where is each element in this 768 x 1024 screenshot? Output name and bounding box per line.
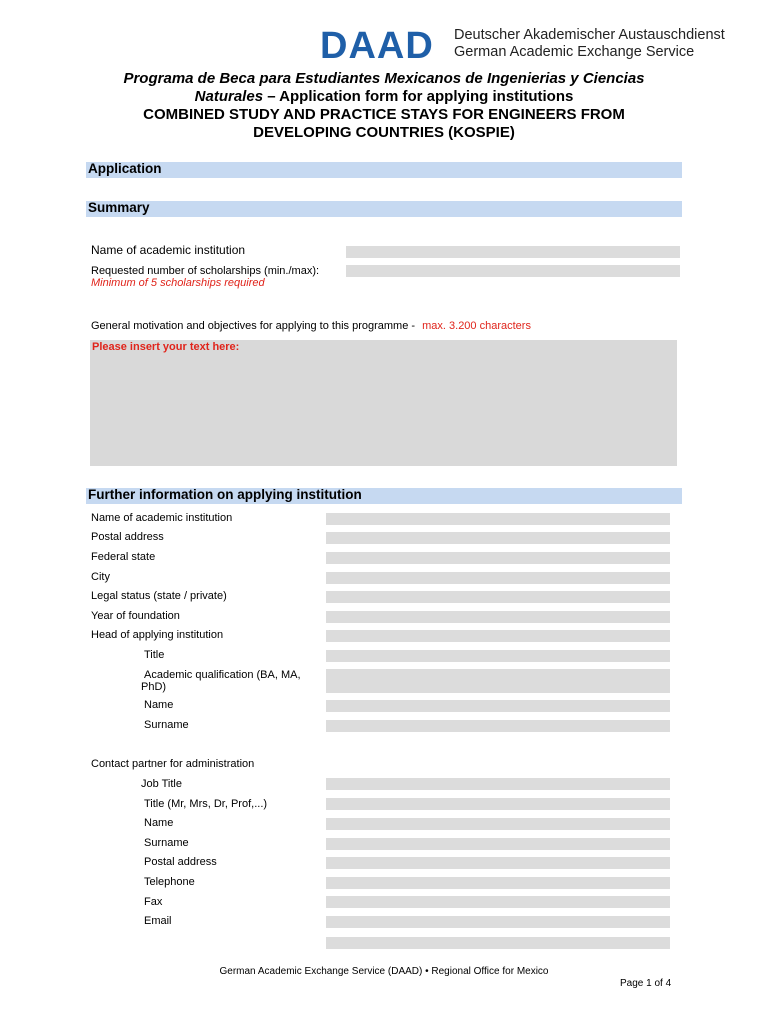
section-summary bbox=[86, 201, 682, 217]
label-head-qualification-2: PhD) bbox=[141, 681, 167, 693]
section-application-label: Application bbox=[88, 161, 162, 176]
daad-logo: DAAD bbox=[320, 25, 434, 67]
section-application bbox=[86, 162, 682, 178]
label-head-qualification-1: Academic qualification (BA, MA, bbox=[144, 669, 301, 681]
field-head-institution[interactable] bbox=[326, 630, 670, 642]
field-head-surname[interactable] bbox=[326, 720, 670, 732]
field-head-title[interactable] bbox=[326, 650, 670, 662]
summary-name-field[interactable] bbox=[346, 246, 680, 258]
field-contact-surname[interactable] bbox=[326, 838, 670, 850]
field-head-qualification-2[interactable] bbox=[326, 681, 670, 693]
label-contact-surname: Surname bbox=[144, 837, 189, 849]
label-contact-name: Name bbox=[144, 817, 174, 829]
document-title bbox=[60, 70, 708, 142]
label-contact-telephone: Telephone bbox=[144, 876, 195, 888]
page-number: Page 1 of 4 bbox=[620, 978, 672, 989]
title-line-3: COMBINED STUDY AND PRACTICE STAYS FOR ENGINEERS FROM bbox=[143, 106, 625, 123]
field-contact-telephone[interactable] bbox=[326, 877, 670, 889]
motivation-textarea[interactable] bbox=[90, 340, 677, 466]
label-federal-state: Federal state bbox=[91, 551, 156, 563]
field-contact-title[interactable] bbox=[326, 798, 670, 810]
field-postal-address[interactable] bbox=[326, 532, 670, 544]
field-year-foundation[interactable] bbox=[326, 611, 670, 623]
label-head-institution: Head of applying institution bbox=[91, 629, 224, 641]
label-contact-title: Title (Mr, Mrs, Dr, Prof,...) bbox=[144, 798, 268, 810]
field-institution-name[interactable] bbox=[326, 513, 670, 525]
section-further-info-label: Further information on applying institution bbox=[88, 487, 362, 502]
title-line-4: DEVELOPING COUNTRIES (KOSPIE) bbox=[253, 124, 515, 141]
footer-text: German Academic Exchange Service (DAAD) • Regional Office for Mexico bbox=[219, 966, 549, 977]
label-city: City bbox=[91, 571, 110, 583]
org-name-german: Deutscher Akademischer Austauschdienst bbox=[454, 27, 725, 43]
label-postal-address: Postal address bbox=[91, 531, 164, 543]
summary-name-label: Name of academic institution bbox=[91, 243, 246, 257]
motivation-label-text: General motivation and objectives for applying to this programme - bbox=[91, 320, 416, 332]
summary-scholarships-field[interactable] bbox=[346, 265, 680, 277]
motivation-label bbox=[91, 320, 531, 333]
label-contact-fax: Fax bbox=[144, 896, 163, 908]
label-institution-name: Name of academic institution bbox=[91, 512, 233, 524]
label-head-surname: Surname bbox=[144, 719, 189, 731]
title-line-2 bbox=[60, 88, 708, 106]
label-contact-postal: Postal address bbox=[144, 856, 217, 868]
label-contact-partner: Contact partner for administration bbox=[91, 758, 255, 770]
field-extra[interactable] bbox=[326, 937, 670, 949]
field-contact-email[interactable] bbox=[326, 916, 670, 928]
title-line-1: Programa de Beca para Estudiantes Mexicanos de Ingenierias y Ciencias bbox=[123, 70, 645, 87]
label-year-foundation: Year of foundation bbox=[91, 610, 180, 622]
field-federal-state[interactable] bbox=[326, 552, 670, 564]
field-contact-postal[interactable] bbox=[326, 857, 670, 869]
field-head-name[interactable] bbox=[326, 700, 670, 712]
field-contact-job-title[interactable] bbox=[326, 778, 670, 790]
motivation-limit: max. 3.200 characters bbox=[422, 320, 531, 332]
title-line-2-italic: Naturales bbox=[194, 88, 264, 105]
label-contact-job-title: Job Title bbox=[141, 778, 182, 790]
field-contact-fax[interactable] bbox=[326, 896, 670, 908]
summary-scholarships-label: Requested number of scholarships (min./max): bbox=[91, 265, 320, 277]
field-head-qualification-1[interactable] bbox=[326, 669, 670, 681]
field-legal-status[interactable] bbox=[326, 591, 670, 603]
motivation-placeholder: Please insert your text here: bbox=[92, 341, 240, 353]
org-name-english: German Academic Exchange Service bbox=[454, 44, 695, 60]
section-summary-label: Summary bbox=[88, 200, 150, 215]
section-further-info bbox=[86, 488, 682, 504]
field-contact-name[interactable] bbox=[326, 818, 670, 830]
summary-scholarships-note: Minimum of 5 scholarships required bbox=[91, 277, 265, 289]
label-head-name: Name bbox=[144, 699, 174, 711]
field-city[interactable] bbox=[326, 572, 670, 584]
label-legal-status: Legal status (state / private) bbox=[91, 590, 227, 602]
label-contact-email: Email bbox=[144, 915, 172, 927]
label-head-title: Title bbox=[144, 649, 165, 661]
title-line-2-rest: – Application form for applying institutions bbox=[263, 88, 574, 105]
